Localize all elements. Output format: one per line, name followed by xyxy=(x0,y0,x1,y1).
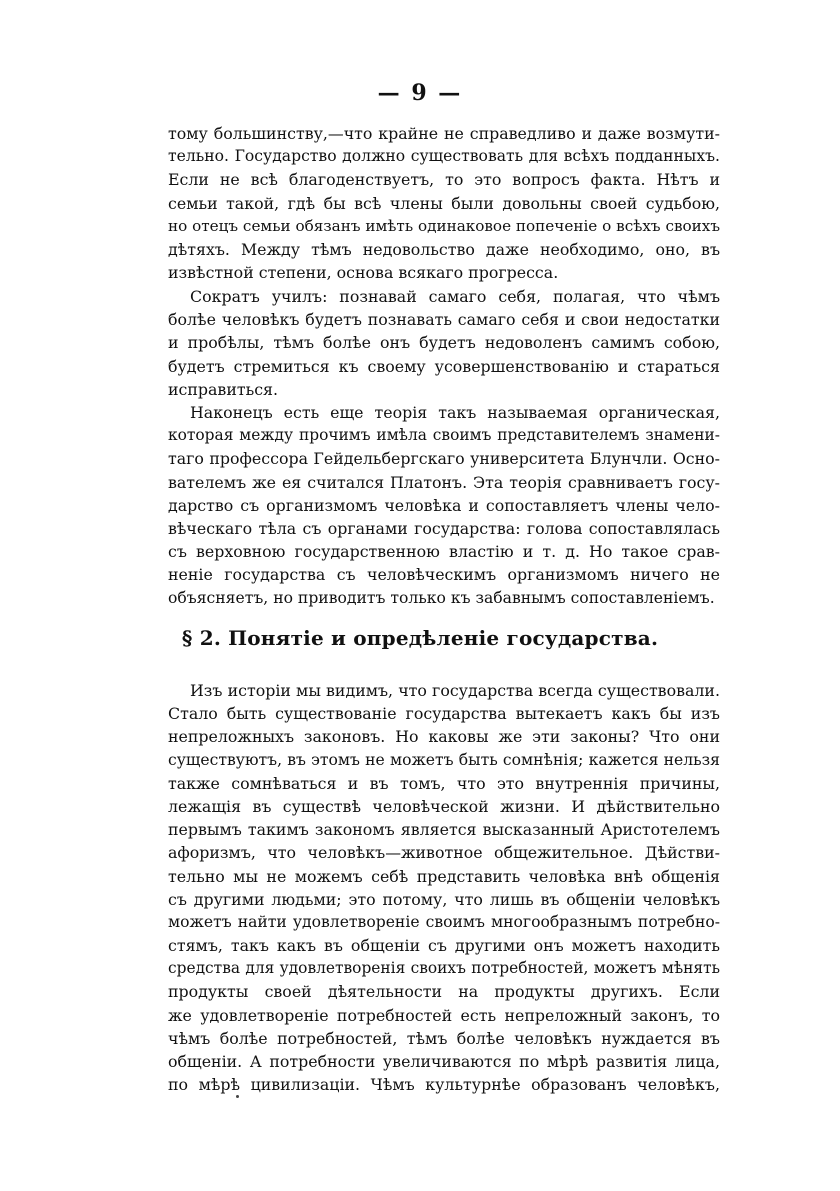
text-line: вѣческаго тѣла съ органами государства: голова сопоставлялась xyxy=(168,518,720,538)
text-line: Если не всѣ благоденствуетъ, то это вопросъ факта. Нѣтъ и xyxy=(168,170,720,190)
text-line: исправиться. xyxy=(168,379,279,399)
paragraph-2 xyxy=(168,285,720,401)
text-line: съ другими людьми; это потому, что лишь въ общеніи человѣкъ xyxy=(168,889,720,909)
text-line: болѣе человѣкъ будетъ познавать самаго себя и свои недостатки xyxy=(168,310,720,330)
text-line: Стало быть существованіе государства вытекаетъ какъ бы изъ xyxy=(168,704,720,724)
text-line: и пробѣлы, тѣмъ болѣе онъ будетъ недоволенъ самимъ собою, xyxy=(168,333,720,353)
text-line: вателемъ же ея считался Платонъ. Эта теорія сравниваетъ госу- xyxy=(168,472,720,492)
page-number: — 9 — xyxy=(377,80,463,106)
text-line: семьи такой, гдѣ бы всѣ члены были довольны своей судьбою, xyxy=(168,193,720,213)
text-line: стямъ, такъ какъ въ общеніи съ другими онъ можетъ находить xyxy=(168,936,720,956)
section-heading: § 2. Понятіе и опредѣленіе государства. xyxy=(181,626,659,650)
text-line: тельно. Государство должно существовать для всѣхъ подданныхъ. xyxy=(168,147,720,166)
text-line: Изъ исторіи мы видимъ, что государства всегда существовали. xyxy=(190,681,720,700)
text-line: извѣстной степени, основа всякаго прогресса. xyxy=(168,263,559,283)
text-line: дарство съ организмомъ человѣка и сопоставляетъ члены чело- xyxy=(168,495,720,515)
text-line: также сомнѣваться и въ томъ, что это внутреннія причины, xyxy=(168,773,720,793)
print-speck xyxy=(236,1095,239,1098)
text-line: общеніи. А потребности увеличиваются по мѣрѣ развитія лица, xyxy=(168,1052,720,1071)
text-line: существуютъ, въ этомъ не можетъ быть сомнѣнія; кажется нельзя xyxy=(168,750,720,769)
text-line: лежащія въ существѣ человѣческой жизни. И дѣйствительно xyxy=(168,796,720,816)
text-line: съ верховною государственною властію и т. д. Но такое срав- xyxy=(168,542,720,562)
text-line: средства для удовлетворенія своихъ потребностей, можетъ мѣнять xyxy=(168,959,720,978)
text-line: будетъ стремиться къ своему усовершенствованію и стараться xyxy=(168,356,720,376)
text-line: же удовлетвореніе потребностей есть непреложный законъ, то xyxy=(168,1005,720,1025)
text-line: тельно мы не можемъ себѣ представить человѣка внѣ общенія xyxy=(168,866,720,886)
text-line: неніе государства съ человѣческимъ организмомъ ничего не xyxy=(168,565,720,585)
text-line: непреложныхъ законовъ. Но каковы же эти законы? Что они xyxy=(168,727,720,747)
text-line: тому большинству,—что крайне не справедливо и даже возмути- xyxy=(168,124,720,143)
text-line: Наконецъ есть еще теорія такъ называемая органическая, xyxy=(190,403,720,422)
text-line: первымъ такимъ закономъ является высказанный Аристотелемъ xyxy=(168,820,720,840)
text-line: Сократъ училъ: познавай самаго себя, полагая, что чѣмъ xyxy=(190,287,720,306)
text-line: продукты своей дѣятельности на продукты другихъ. Если xyxy=(168,982,720,1002)
text-line: по мѣрѣ цивилизаціи. Чѣмъ культурнѣе образованъ человѣкъ, xyxy=(168,1075,720,1095)
text-line: афоризмъ, что человѣкъ—животное общежительное. Дѣйстви- xyxy=(168,843,720,863)
paragraph-4 xyxy=(168,679,720,1096)
text-line: можетъ найти удовлетвореніе своимъ многообразнымъ потребно- xyxy=(168,912,720,931)
text-line: но отецъ семьи обязанъ имѣть одинаковое попеченіе о всѣхъ своихъ xyxy=(168,216,720,235)
text-line: дѣтяхъ. Между тѣмъ недовольство даже необходимо, оно, въ xyxy=(168,239,720,259)
paragraph-1 xyxy=(168,122,720,284)
text-line: которая между прочимъ имѣла своимъ представителемъ знамени- xyxy=(168,426,720,445)
text-line: объясняетъ, но приводитъ только къ забавнымъ сопоставленіемъ. xyxy=(168,588,715,607)
paragraph-3 xyxy=(168,401,720,610)
text-line: таго профессора Гейдельбергскаго университета Блунчли. Осно- xyxy=(168,449,720,469)
text-line: чѣмъ болѣе потребностей, тѣмъ болѣе человѣкъ нуждается въ xyxy=(168,1028,720,1048)
